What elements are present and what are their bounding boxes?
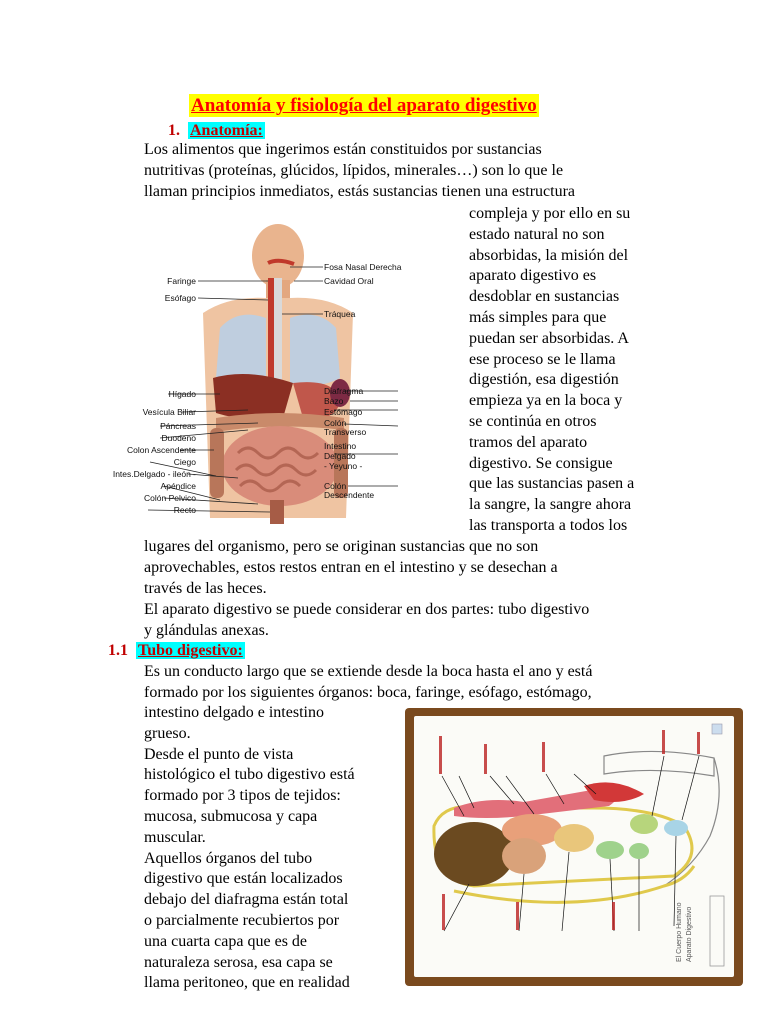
anatomy-label: Páncreas (160, 421, 196, 431)
paragraph-line: nutritivas (proteínas, glúcidos, lípidos, minerales…) son lo que le (144, 162, 564, 179)
paragraph-line: Aquellos órganos del tubo (144, 849, 313, 867)
page-title: Anatomía y fisiología del aparato digestivo (191, 95, 537, 116)
paragraph-line: digestivo. Se consigue (469, 454, 613, 472)
anatomy-label: Colon Ascendente (127, 445, 196, 455)
paragraph-line: las transporta a todos los (469, 517, 628, 534)
paragraph-line: lugares del organismo, pero se originan sustancias que no son (144, 538, 539, 555)
paragraph-line: empieza ya en la boca y (469, 392, 623, 410)
anatomy-label: Faringe (167, 276, 196, 286)
paragraph-line: histológico el tubo digestivo está (144, 766, 355, 784)
paragraph-line: intestino delgado e intestino (144, 704, 324, 721)
paragraph-line: través de las heces. (144, 580, 267, 597)
anatomy-label: Intestino (324, 441, 357, 451)
anatomy-label: Colón Pelvico (144, 493, 196, 503)
anatomy-label: Colón (324, 418, 347, 428)
anatomy-label: Vesícula Biliar (142, 407, 196, 417)
anatomy-label: - Yeyuno - (324, 461, 363, 471)
anatomy-label: Hígado (168, 389, 196, 399)
paragraph-line: mucosa, submucosa y capa (144, 808, 318, 825)
paragraph-line: puedan ser absorbidas. A (469, 329, 629, 347)
anatomy-label: Recto (173, 505, 196, 515)
diagram-caption (666, 812, 693, 962)
anatomy-label: Descendente (324, 490, 375, 500)
paragraph-line: digestivo que están localizados (144, 870, 343, 888)
paragraph-line: digestión, esa digestión (469, 371, 619, 389)
paragraph-line: desdoblar en sustancias (469, 288, 620, 306)
paragraph-line: formado por 3 tipos de tejidos: (144, 787, 341, 805)
section-number: 1.1 (108, 642, 128, 659)
paragraph-line: se continúa en otros (469, 413, 597, 430)
anatomy-label: Estómago (324, 407, 363, 417)
anatomy-label: Diafragma (324, 386, 364, 396)
paragraph-line: o parcialmente recubiertos por (144, 912, 340, 929)
paragraph-line: debajo del diafragma están total (144, 891, 349, 909)
paragraph-line: la sangre, la sangre ahora (469, 496, 632, 514)
anatomy-illustration (108, 218, 428, 528)
paragraph-line: llaman principios inmediatos, estás sustancias tienen una estructura (144, 183, 575, 200)
anatomy-label: Transverso (324, 427, 367, 437)
paragraph-line: ese proceso se le llama (469, 350, 616, 368)
paragraph-line: Es un conducto largo que se extiende desde la boca hasta el ano y está (144, 663, 593, 680)
paragraph-line: Los alimentos que ingerimos están constituidos por sustancias (144, 141, 542, 158)
anatomy-label: Delgado (324, 451, 356, 461)
digestive-diagram-frame (405, 708, 743, 986)
paragraph-line: muscular. (144, 828, 206, 846)
section-heading-anatomia (168, 120, 265, 141)
paragraph-line: que las sustancias pasen a (469, 475, 635, 493)
section-heading-tubo-digestivo (108, 640, 245, 661)
paragraph-line: aprovechables, estos restos entran en el intestino y se desechan a (144, 559, 558, 576)
caption-line: El Cuerpo Humano (676, 902, 683, 962)
paragraph-line: Desde el punto de vista (144, 745, 294, 763)
digestive-diagram (414, 716, 734, 977)
anatomy-label: Tráquea (324, 309, 356, 319)
anatomy-label: Fosa Nasal Derecha (324, 262, 402, 272)
paragraph-line: aparato digestivo es (469, 267, 597, 285)
section-number: 1. (168, 122, 180, 139)
paragraph-line: llama peritoneo, que en realidad (144, 974, 350, 992)
paragraph-line: y glándulas anexas. (144, 622, 269, 639)
section-label: Tubo digestivo: (138, 642, 243, 659)
paragraph-line: estado natural no son (469, 225, 605, 243)
paragraph-line: El aparato digestivo se puede considerar en dos partes: tubo digestivo (144, 601, 590, 618)
paragraph-line: formado por los siguientes órganos: boca, faringe, esófago, estómago, (144, 684, 592, 701)
anatomy-label: Esófago (164, 293, 196, 303)
paragraph-line: grueso. (144, 724, 191, 742)
paragraph-line: tramos del aparato (469, 433, 588, 451)
paragraph-line: una cuarta capa que es de (144, 932, 308, 950)
anatomy-label: Apéndice (160, 481, 196, 491)
section-label: Anatomía: (190, 122, 263, 139)
anatomy-label: Cavidad Oral (324, 276, 374, 286)
anatomy-label: Intes.Delgado - ileón - (112, 469, 196, 479)
paragraph-line: compleja y por ello en su (469, 205, 631, 222)
caption-line: Aparato Digestivo (686, 906, 693, 962)
anatomy-label: Duodeno (161, 433, 196, 443)
anatomy-label: Colón (324, 481, 347, 491)
anatomy-label: Ciego (173, 457, 196, 467)
anatomy-label: Bazo (324, 396, 344, 406)
paragraph-line: naturaleza serosa, esa capa se (144, 953, 333, 971)
paragraph-line: más simples para que (469, 309, 607, 326)
paragraph-line: absorbidas, la misión del (469, 246, 629, 264)
